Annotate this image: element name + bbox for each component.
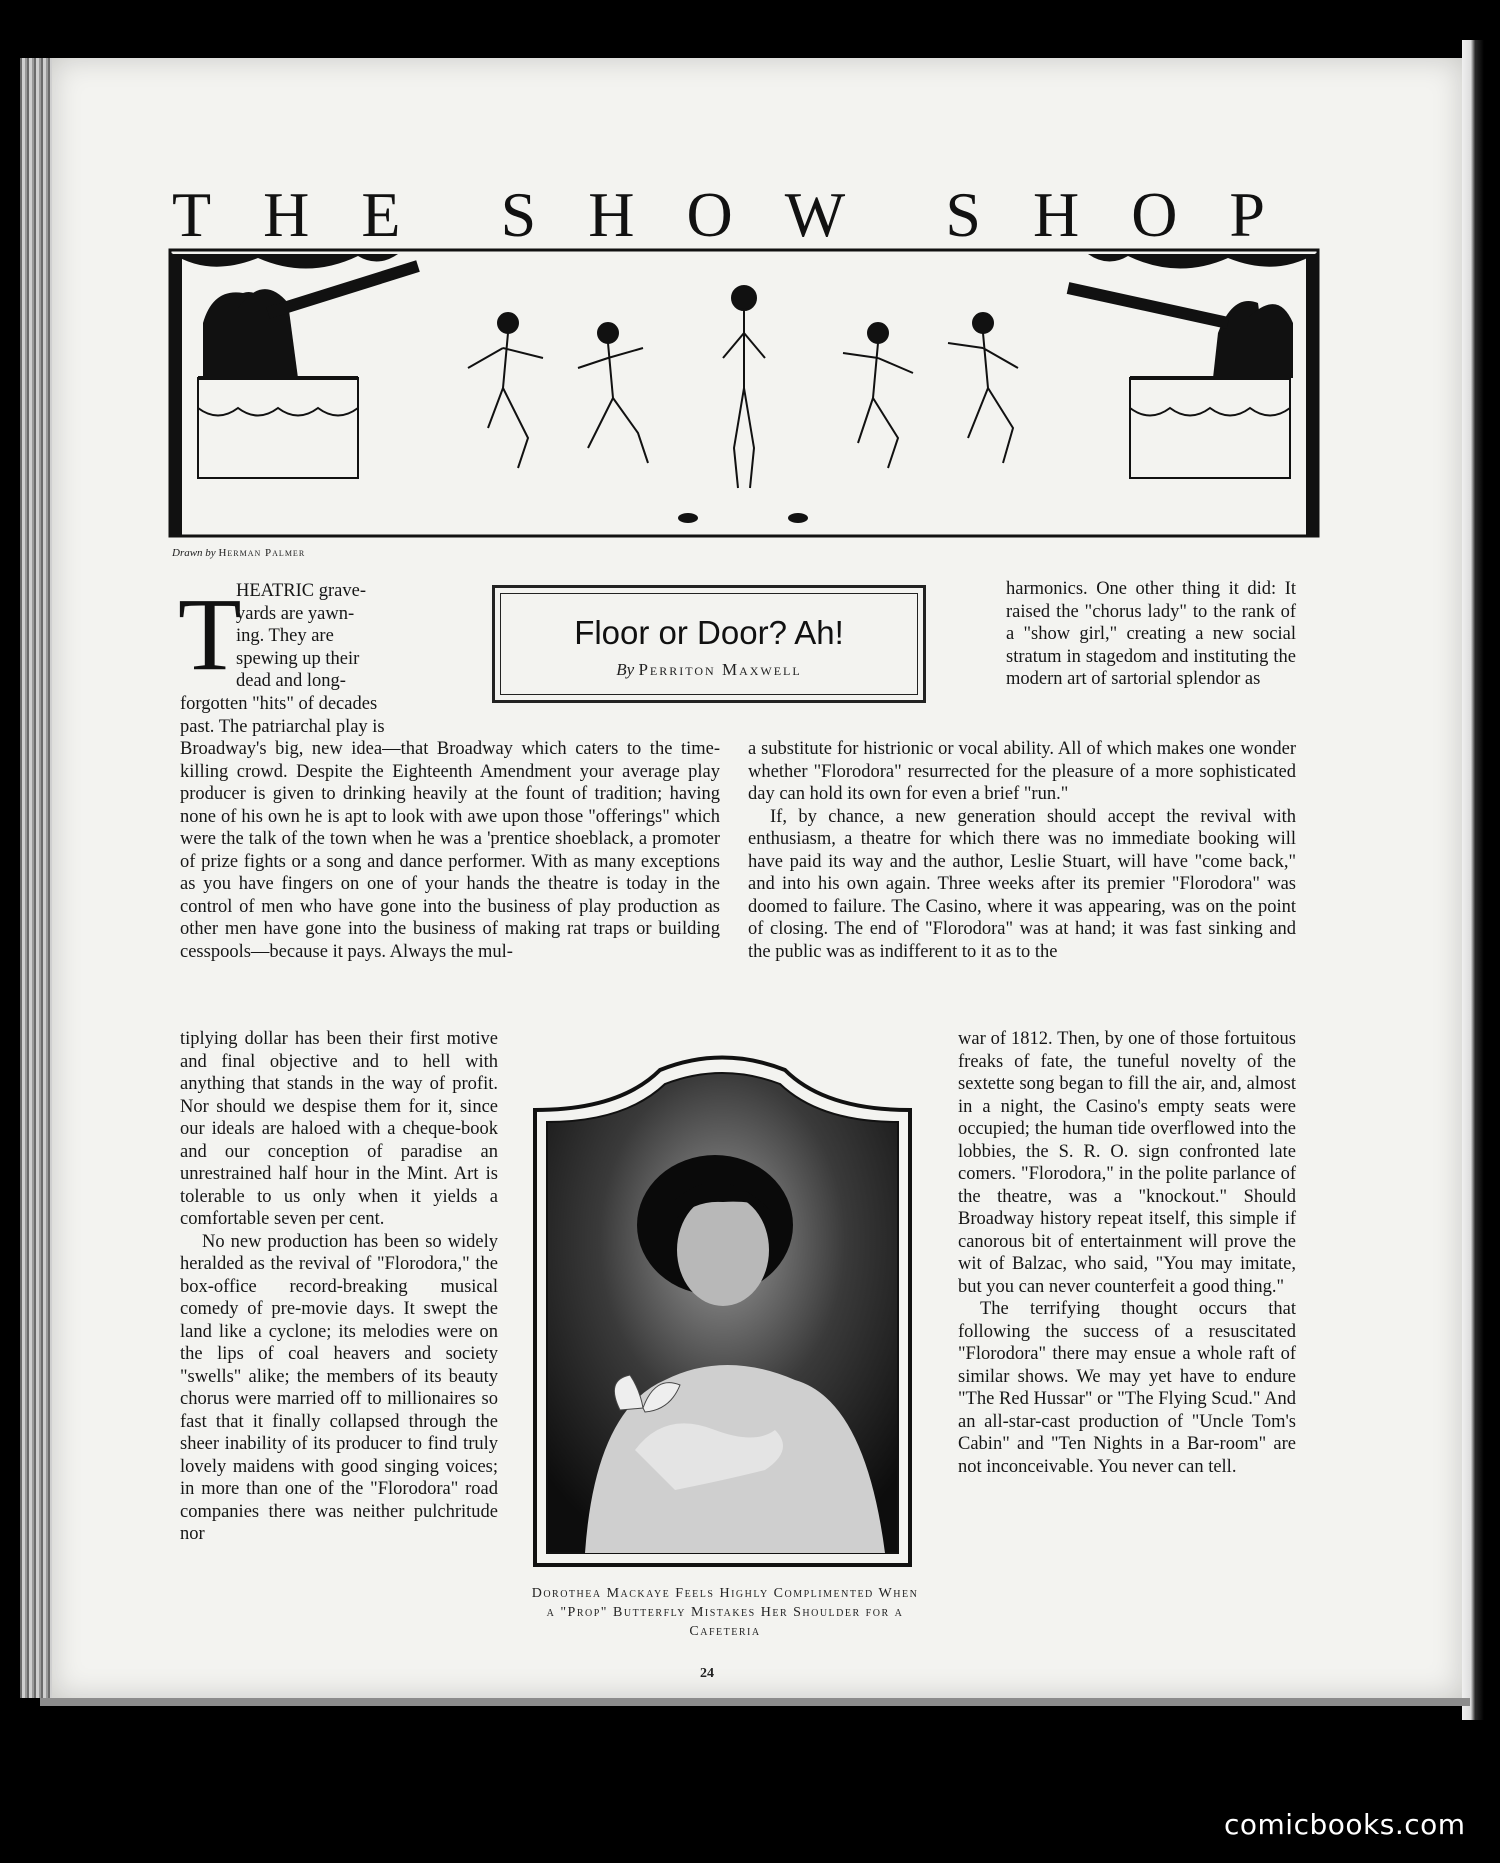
credit-name: Herman Palmer xyxy=(218,547,306,559)
text-line: ing. They are xyxy=(236,626,334,646)
paragraph: a substitute for histrionic or vocal ability. All of which makes one wonder whether "Florodora" resurrected for the pleasure of a more sophisticated day can hold its own for even a brief "run." xyxy=(748,739,1296,804)
theatre-illustration xyxy=(168,248,1320,538)
col1-full-block xyxy=(180,738,720,963)
site-watermark: comicbooks.com xyxy=(1224,1808,1466,1841)
credit-prefix: Drawn by xyxy=(172,547,216,559)
paragraph: Broadway's big, new idea—that Broadway which caters to the time-killing crowd. Despite the Eighteenth Amendment your average play producer is given to drinking heavily at the fount of tradition; having none of his own he is apt to look with awe upon those "offerings" which were the talk of the town when he was a 'prentice shoeblack, a promoter of prize fights or a song and dance performer. With as many exceptions as you have fingers on one of your hands the theatre is today in the control of men who have gone into the business of play production as other men have gone into the business of making rat traps or building cesspools—because it pays. Always the mul- xyxy=(180,739,720,962)
intro-wide xyxy=(180,693,466,738)
masthead-word: SHOW xyxy=(500,179,898,250)
col2-full-block xyxy=(748,738,1296,963)
page-edge-bottom xyxy=(40,1698,1470,1706)
text-line: forgotten "hits" of decades xyxy=(180,694,378,714)
paragraph: tiplying dollar has been their first motive and final objective and to hell with anything that stands in the way of profit. Nor should we despise them for it, since our ideals are haloed with a cheque-book and our conception of paradise an unrestrained half hour in the Mint. Art is tolerable to us only when it yields a comfortable seven per cent. xyxy=(180,1029,498,1229)
paragraph: The terrifying thought occurs that following the success of a resuscitated "Florodora" there may ensue a whole raft of similar shows. We may yet have to endure "The Red Hussar" or "The Flying Scud." And an all-star-cast production of "Uncle Tom's Cabin" and "Ten Nights in a Bar-room" are not inconceivable. You never can tell. xyxy=(958,1299,1296,1477)
book-spine-edge xyxy=(20,58,52,1698)
text-line: dead and long- xyxy=(236,671,346,691)
article-title: Floor or Door? Ah! xyxy=(574,614,844,651)
section-masthead xyxy=(172,178,1317,252)
col2-top-narrow xyxy=(1006,578,1296,691)
paragraph: If, by chance, a new generation should accept the revival with enthusiasm, a theatre for which there was no immediate booking will have paid its way and the author, Leslie Stuart, will have "come back," and into his own again. Three weeks after its premier "Florodora" was doomed to failure. The Casino, where it was appearing, was on the point of closing. The end of "Florodora" was at hand; it was fast sinking and the public was as indifferent to it as to the xyxy=(748,806,1296,962)
page-edge-right xyxy=(1462,40,1484,1720)
text-line: spewing up their xyxy=(236,648,360,669)
col1-narrow-block xyxy=(180,1028,498,1546)
paragraph: No new production has been so widely heralded as the revival of "Florodora," the box-office record-breaking musical comedy of pre-movie days. It swept the land like a cyclone; its melodies were on the lips of coal heavers and society "swells" alike; the members of its beauty chorus were married off to millionaires so fast that it finally collapsed through the sheer inability of its producer to find truly lovely maidens with good singing voices; in more than one of the "Florodora" road companies there was neither pulchritude nor xyxy=(180,1231,498,1544)
paragraph: war of 1812. Then, by one of those fortuitous freaks of fate, the tuneful novelty of the sextette song began to fill the air, and, almost in a night, the Casino's empty seats were occupied; the human tide overflowed into the lobbies, the S. R. O. sign confronted late comers. "Florodora," in the polite parlance of the theatre, was a "knockout." Should Broadway history repeat itself, this simple if canorous bit of entertainment will prove the wit of Balzac, who said, "You may imitate, but you can never counterfeit a good thing." xyxy=(958,1029,1296,1297)
text-line: HEATRIC grave- xyxy=(236,581,366,601)
text-line: yards are yawn- xyxy=(236,603,355,624)
illustration-credit xyxy=(172,547,305,559)
drop-cap: T xyxy=(178,577,242,692)
intro-narrow xyxy=(236,580,466,693)
article-byline xyxy=(495,660,923,680)
paragraph: harmonics. One other thing it did: It raised the "chorus lady" to the rank of a "show girl," creating a new social stratum in stagedom and instituting the modern art of sartorial splendor as xyxy=(1006,579,1296,689)
byline-prefix: By xyxy=(616,660,635,679)
masthead-word: THE xyxy=(172,179,453,250)
page-number: 24 xyxy=(700,1666,714,1681)
masthead-word: SHOP xyxy=(945,179,1317,250)
article-title-box xyxy=(492,585,926,703)
actress-photo xyxy=(525,1050,920,1575)
col2-narrow-block xyxy=(958,1028,1296,1478)
text-line: past. The patriarchal play is xyxy=(180,716,385,737)
photo-caption: Dorothea Mackaye Feels Highly Complimented When a "Prop" Butterfly Mistakes Her Shoulder for a Cafeteria xyxy=(531,1586,919,1639)
byline-author: Perriton Maxwell xyxy=(638,660,802,679)
